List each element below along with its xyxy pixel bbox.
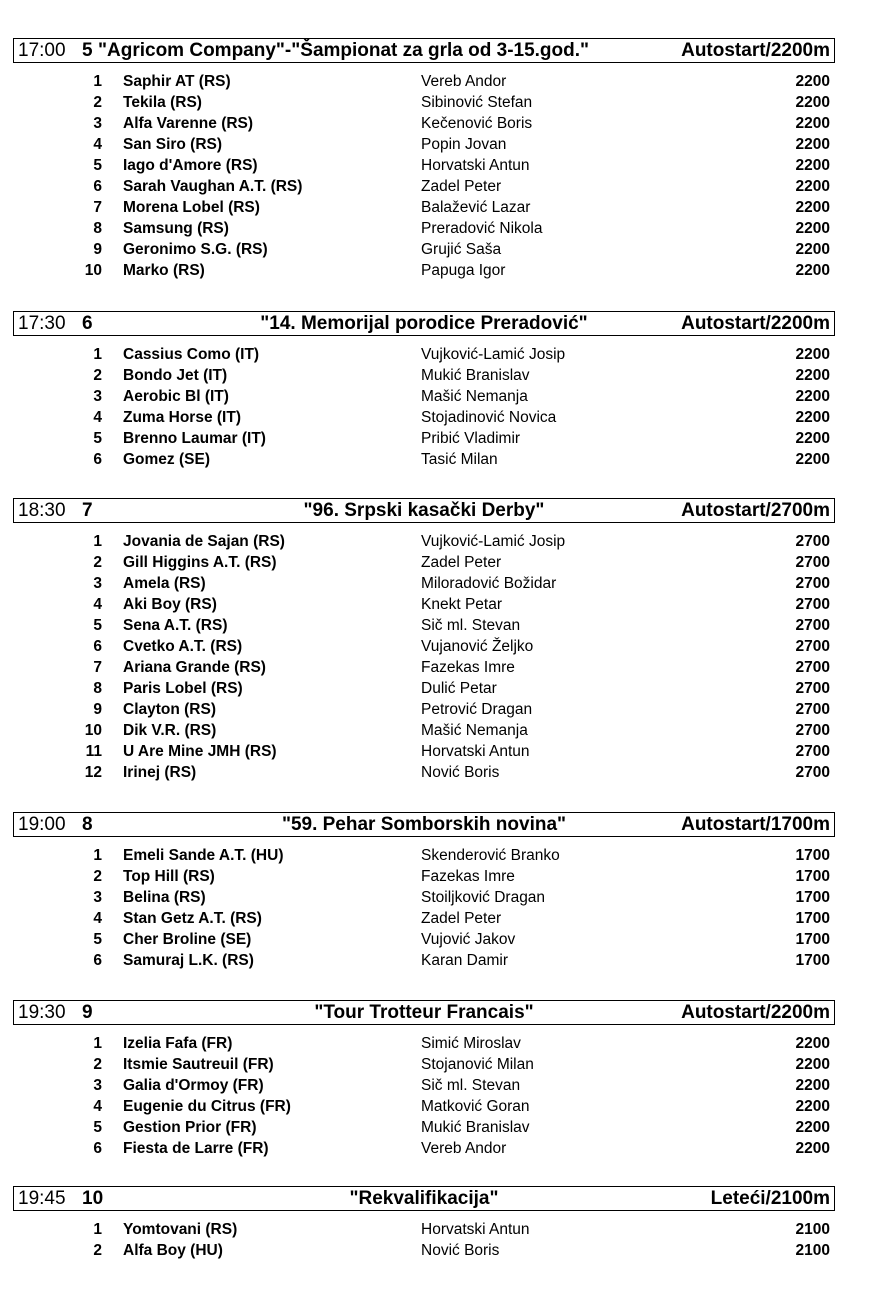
driver-name: Sič ml. Stevan (421, 1077, 521, 1094)
entry-row (0, 929, 888, 950)
race-title: "96. Srpski kasački Derby" (303, 500, 545, 521)
horse-name: Paris Lobel (RS) (123, 680, 243, 697)
horse-name: Clayton (RS) (123, 701, 216, 718)
entry-distance: 2200 (795, 241, 830, 258)
race-number: 6 (82, 313, 93, 334)
race-title: "Agricom Company"-"Šampionat za grla od 3-15.god." (98, 40, 590, 61)
entry-number: 7 (93, 659, 102, 676)
horse-name: Iago d'Amore (RS) (123, 157, 258, 174)
entry-number: 3 (93, 388, 102, 405)
horse-name: Irinej (RS) (123, 764, 197, 781)
race-time: 19:00 (18, 814, 66, 835)
entry-number: 1 (93, 847, 102, 864)
entry-distance: 2700 (795, 659, 830, 676)
entry-row (0, 678, 888, 699)
race-header (13, 498, 835, 523)
entry-row (0, 720, 888, 741)
entry-number: 4 (93, 409, 102, 426)
entry-row (0, 260, 888, 281)
driver-name: Stojadinović Novica (421, 409, 557, 426)
entry-list (0, 531, 888, 783)
race-time: 19:30 (18, 1002, 66, 1023)
race-number: 7 (82, 500, 93, 521)
race-header (13, 1000, 835, 1025)
entry-row (0, 866, 888, 887)
entry-distance: 2200 (795, 367, 830, 384)
race-header (13, 1186, 835, 1211)
horse-name: Zuma Horse (IT) (123, 409, 241, 426)
entry-number: 5 (93, 157, 102, 174)
race-header (13, 38, 835, 63)
driver-name: Vujković-Lamić Josip (421, 346, 566, 363)
entry-row (0, 71, 888, 92)
entry-number: 5 (93, 931, 102, 948)
entry-row (0, 950, 888, 971)
entry-number: 1 (93, 1035, 102, 1052)
entry-distance: 2200 (795, 262, 830, 279)
entry-distance: 2200 (795, 136, 830, 153)
driver-name: Nović Boris (421, 1242, 500, 1259)
entry-distance: 2200 (795, 220, 830, 237)
entry-number: 1 (93, 346, 102, 363)
driver-name: Fazekas Imre (421, 868, 515, 885)
entry-distance: 2200 (795, 346, 830, 363)
driver-name: Zadel Peter (421, 554, 502, 571)
entry-row (0, 407, 888, 428)
entry-number: 3 (93, 115, 102, 132)
entry-number: 9 (93, 701, 102, 718)
entry-number: 4 (93, 136, 102, 153)
driver-name: Pribić Vladimir (421, 430, 521, 447)
entry-row (0, 176, 888, 197)
entry-list (0, 71, 888, 281)
entry-distance: 2200 (795, 73, 830, 90)
race-number: 8 (82, 814, 93, 835)
entry-number: 4 (93, 596, 102, 613)
driver-name: Knekt Petar (421, 596, 502, 613)
race-conditions: Autostart/2200m (681, 1002, 830, 1023)
driver-name: Matković Goran (421, 1098, 530, 1115)
driver-name: Stoiljković Dragan (421, 889, 546, 906)
race-time: 18:30 (18, 500, 66, 521)
entry-distance: 1700 (795, 952, 830, 969)
entry-row (0, 1096, 888, 1117)
horse-name: Samuraj L.K. (RS) (123, 952, 254, 969)
horse-name: Dik V.R. (RS) (123, 722, 217, 739)
race-conditions: Leteći/2100m (710, 1188, 830, 1209)
driver-name: Balažević Lazar (421, 199, 531, 216)
entry-number: 2 (93, 1242, 102, 1259)
entry-row (0, 552, 888, 573)
driver-name: Horvatski Antun (421, 743, 530, 760)
horse-name: Ariana Grande (RS) (123, 659, 266, 676)
horse-name: Cassius Como (IT) (123, 346, 260, 363)
entry-row (0, 636, 888, 657)
race-number: 9 (82, 1002, 93, 1023)
horse-name: Tekila (RS) (123, 94, 202, 111)
entry-row (0, 887, 888, 908)
entry-distance: 2200 (795, 1035, 830, 1052)
driver-name: Petrović Dragan (421, 701, 533, 718)
entry-row (0, 699, 888, 720)
horse-name: Gestion Prior (FR) (123, 1119, 257, 1136)
entry-number: 5 (93, 430, 102, 447)
entry-distance: 2200 (795, 1140, 830, 1157)
entry-number: 6 (93, 638, 102, 655)
entry-row (0, 657, 888, 678)
entry-distance: 2700 (795, 743, 830, 760)
horse-name: San Siro (RS) (123, 136, 223, 153)
race-number: 10 (82, 1188, 104, 1209)
entry-number: 3 (93, 575, 102, 592)
entry-number: 4 (93, 1098, 102, 1115)
entry-number: 5 (93, 617, 102, 634)
entry-number: 6 (93, 952, 102, 969)
driver-name: Mukić Branislav (421, 367, 530, 384)
horse-name: Saphir AT (RS) (123, 73, 231, 90)
horse-name: Gomez (SE) (123, 451, 210, 468)
entry-distance: 2700 (795, 701, 830, 718)
driver-name: Zadel Peter (421, 178, 502, 195)
entry-distance: 2700 (795, 575, 830, 592)
race-conditions: Autostart/2700m (681, 500, 830, 521)
driver-name: Sibinović Stefan (421, 94, 533, 111)
horse-name: Geronimo S.G. (RS) (123, 241, 268, 258)
entry-row (0, 1117, 888, 1138)
horse-name: Gill Higgins A.T. (RS) (123, 554, 277, 571)
horse-name: Sarah Vaughan A.T. (RS) (123, 178, 303, 195)
entry-distance: 2700 (795, 617, 830, 634)
horse-name: Top Hill (RS) (123, 868, 215, 885)
driver-name: Skenderović Branko (421, 847, 560, 864)
race-conditions: Autostart/1700m (681, 814, 830, 835)
race-number: 5 (82, 40, 93, 61)
driver-name: Horvatski Antun (421, 157, 530, 174)
entry-number: 12 (84, 764, 102, 781)
horse-name: Galia d'Ormoy (FR) (123, 1077, 264, 1094)
driver-name: Horvatski Antun (421, 1221, 530, 1238)
entry-row (0, 197, 888, 218)
horse-name: Alfa Varenne (RS) (123, 115, 254, 132)
entry-distance: 2100 (795, 1221, 830, 1238)
race-header (13, 812, 835, 837)
entry-row (0, 386, 888, 407)
entry-distance: 2100 (795, 1242, 830, 1259)
entry-distance: 1700 (795, 910, 830, 927)
entry-distance: 2700 (795, 680, 830, 697)
entry-row (0, 845, 888, 866)
driver-name: Mašić Nemanja (421, 388, 528, 405)
entry-number: 11 (85, 743, 102, 760)
entry-number: 6 (93, 1140, 102, 1157)
entry-row (0, 741, 888, 762)
entry-distance: 2200 (795, 430, 830, 447)
driver-name: Karan Damir (421, 952, 508, 969)
driver-name: Dulić Petar (421, 680, 497, 697)
entry-number: 6 (93, 451, 102, 468)
driver-name: Kečenović Boris (421, 115, 533, 132)
entry-number: 8 (93, 680, 102, 697)
entry-row (0, 449, 888, 470)
horse-name: Yomtovani (RS) (123, 1221, 238, 1238)
entry-distance: 2200 (795, 1119, 830, 1136)
entry-row (0, 428, 888, 449)
entry-number: 2 (93, 367, 102, 384)
horse-name: Stan Getz A.T. (RS) (123, 910, 262, 927)
entry-distance: 2700 (795, 638, 830, 655)
horse-name: Brenno Laumar (IT) (123, 430, 266, 447)
driver-name: Sič ml. Stevan (421, 617, 521, 634)
race-title: "Rekvalifikacija" (349, 1188, 499, 1209)
entry-row (0, 1075, 888, 1096)
driver-name: Stojanović Milan (421, 1056, 534, 1073)
entry-distance: 2200 (795, 388, 830, 405)
entry-distance: 2200 (795, 115, 830, 132)
entry-number: 3 (93, 889, 102, 906)
driver-name: Fazekas Imre (421, 659, 515, 676)
entry-number: 10 (84, 262, 102, 279)
driver-name: Miloradović Božidar (421, 575, 557, 592)
horse-name: U Are Mine JMH (RS) (123, 743, 277, 760)
entry-list (0, 845, 888, 971)
entry-number: 2 (93, 868, 102, 885)
horse-name: Sena A.T. (RS) (123, 617, 228, 634)
horse-name: Aki Boy (RS) (123, 596, 217, 613)
entry-distance: 2200 (795, 1098, 830, 1115)
entry-row (0, 908, 888, 929)
horse-name: Samsung (RS) (123, 220, 229, 237)
race-time: 19:45 (18, 1188, 66, 1209)
entry-row (0, 531, 888, 552)
horse-name: Emeli Sande A.T. (HU) (123, 847, 284, 864)
entry-distance: 2700 (795, 764, 830, 781)
entry-distance: 1700 (795, 931, 830, 948)
race-conditions: Autostart/2200m (681, 313, 830, 334)
entry-number: 6 (93, 178, 102, 195)
driver-name: Simić Miroslav (421, 1035, 521, 1052)
entry-distance: 2200 (795, 178, 830, 195)
race-header (13, 311, 835, 336)
horse-name: Izelia Fafa (FR) (123, 1035, 233, 1052)
entry-distance: 1700 (795, 847, 830, 864)
entry-row (0, 92, 888, 113)
entry-distance: 1700 (795, 889, 830, 906)
race-time: 17:00 (18, 40, 66, 61)
entry-distance: 2200 (795, 409, 830, 426)
entry-distance: 2200 (795, 94, 830, 111)
driver-name: Vujanović Željko (421, 638, 534, 655)
driver-name: Grujić Saša (421, 241, 502, 258)
driver-name: Mukić Branislav (421, 1119, 530, 1136)
entry-row (0, 573, 888, 594)
entry-list (0, 344, 888, 470)
entry-distance: 2200 (795, 451, 830, 468)
entry-number: 2 (93, 554, 102, 571)
entry-number: 1 (93, 73, 102, 90)
horse-name: Bondo Jet (IT) (123, 367, 228, 384)
entry-number: 1 (93, 533, 102, 550)
entry-number: 3 (93, 1077, 102, 1094)
driver-name: Zadel Peter (421, 910, 502, 927)
entry-number: 1 (93, 1221, 102, 1238)
entry-distance: 2200 (795, 1077, 830, 1094)
entry-list (0, 1033, 888, 1159)
horse-name: Belina (RS) (123, 889, 206, 906)
entry-distance: 2200 (795, 1056, 830, 1073)
race-title: "Tour Trotteur Francais" (314, 1002, 534, 1023)
entry-list (0, 1219, 888, 1261)
driver-name: Vujković-Lamić Josip (421, 533, 566, 550)
entry-number: 4 (93, 910, 102, 927)
horse-name: Morena Lobel (RS) (123, 199, 260, 216)
entry-row (0, 134, 888, 155)
entry-distance: 2700 (795, 722, 830, 739)
entry-number: 5 (93, 1119, 102, 1136)
entry-number: 7 (93, 199, 102, 216)
entry-row (0, 762, 888, 783)
entry-distance: 2700 (795, 596, 830, 613)
entry-row (0, 1219, 888, 1240)
driver-name: Popin Jovan (421, 136, 507, 153)
race-title: "14. Memorijal porodice Preradović" (260, 313, 588, 334)
entry-row (0, 594, 888, 615)
entry-distance: 1700 (795, 868, 830, 885)
horse-name: Alfa Boy (HU) (123, 1242, 223, 1259)
entry-row (0, 615, 888, 636)
driver-name: Preradović Nikola (421, 220, 543, 237)
entry-row (0, 239, 888, 260)
horse-name: Eugenie du Citrus (FR) (123, 1098, 291, 1115)
entry-row (0, 1138, 888, 1159)
driver-name: Vereb Andor (421, 73, 507, 90)
horse-name: Itsmie Sautreuil (FR) (123, 1056, 274, 1073)
horse-name: Marko (RS) (123, 262, 205, 279)
entry-row (0, 365, 888, 386)
entry-distance: 2700 (795, 554, 830, 571)
driver-name: Papuga Igor (421, 262, 506, 279)
horse-name: Aerobic Bl (IT) (123, 388, 229, 405)
horse-name: Fiesta de Larre (FR) (123, 1140, 269, 1157)
horse-name: Cvetko A.T. (RS) (123, 638, 243, 655)
entry-row (0, 344, 888, 365)
horse-name: Amela (RS) (123, 575, 206, 592)
entry-number: 2 (93, 94, 102, 111)
race-conditions: Autostart/2200m (681, 40, 830, 61)
entry-number: 9 (93, 241, 102, 258)
entry-number: 8 (93, 220, 102, 237)
entry-row (0, 1033, 888, 1054)
entry-row (0, 218, 888, 239)
entry-row (0, 1240, 888, 1261)
driver-name: Mašić Nemanja (421, 722, 528, 739)
race-time: 17:30 (18, 313, 66, 334)
entry-row (0, 1054, 888, 1075)
entry-number: 2 (93, 1056, 102, 1073)
driver-name: Tasić Milan (421, 451, 498, 468)
driver-name: Nović Boris (421, 764, 500, 781)
driver-name: Vujović Jakov (421, 931, 516, 948)
horse-name: Cher Broline (SE) (123, 931, 252, 948)
entry-number: 10 (84, 722, 102, 739)
entry-distance: 2700 (795, 533, 830, 550)
entry-row (0, 113, 888, 134)
entry-distance: 2200 (795, 157, 830, 174)
race-title: "59. Pehar Somborskih novina" (281, 814, 567, 835)
horse-name: Jovania de Sajan (RS) (123, 533, 285, 550)
entry-row (0, 155, 888, 176)
entry-distance: 2200 (795, 199, 830, 216)
driver-name: Vereb Andor (421, 1140, 507, 1157)
